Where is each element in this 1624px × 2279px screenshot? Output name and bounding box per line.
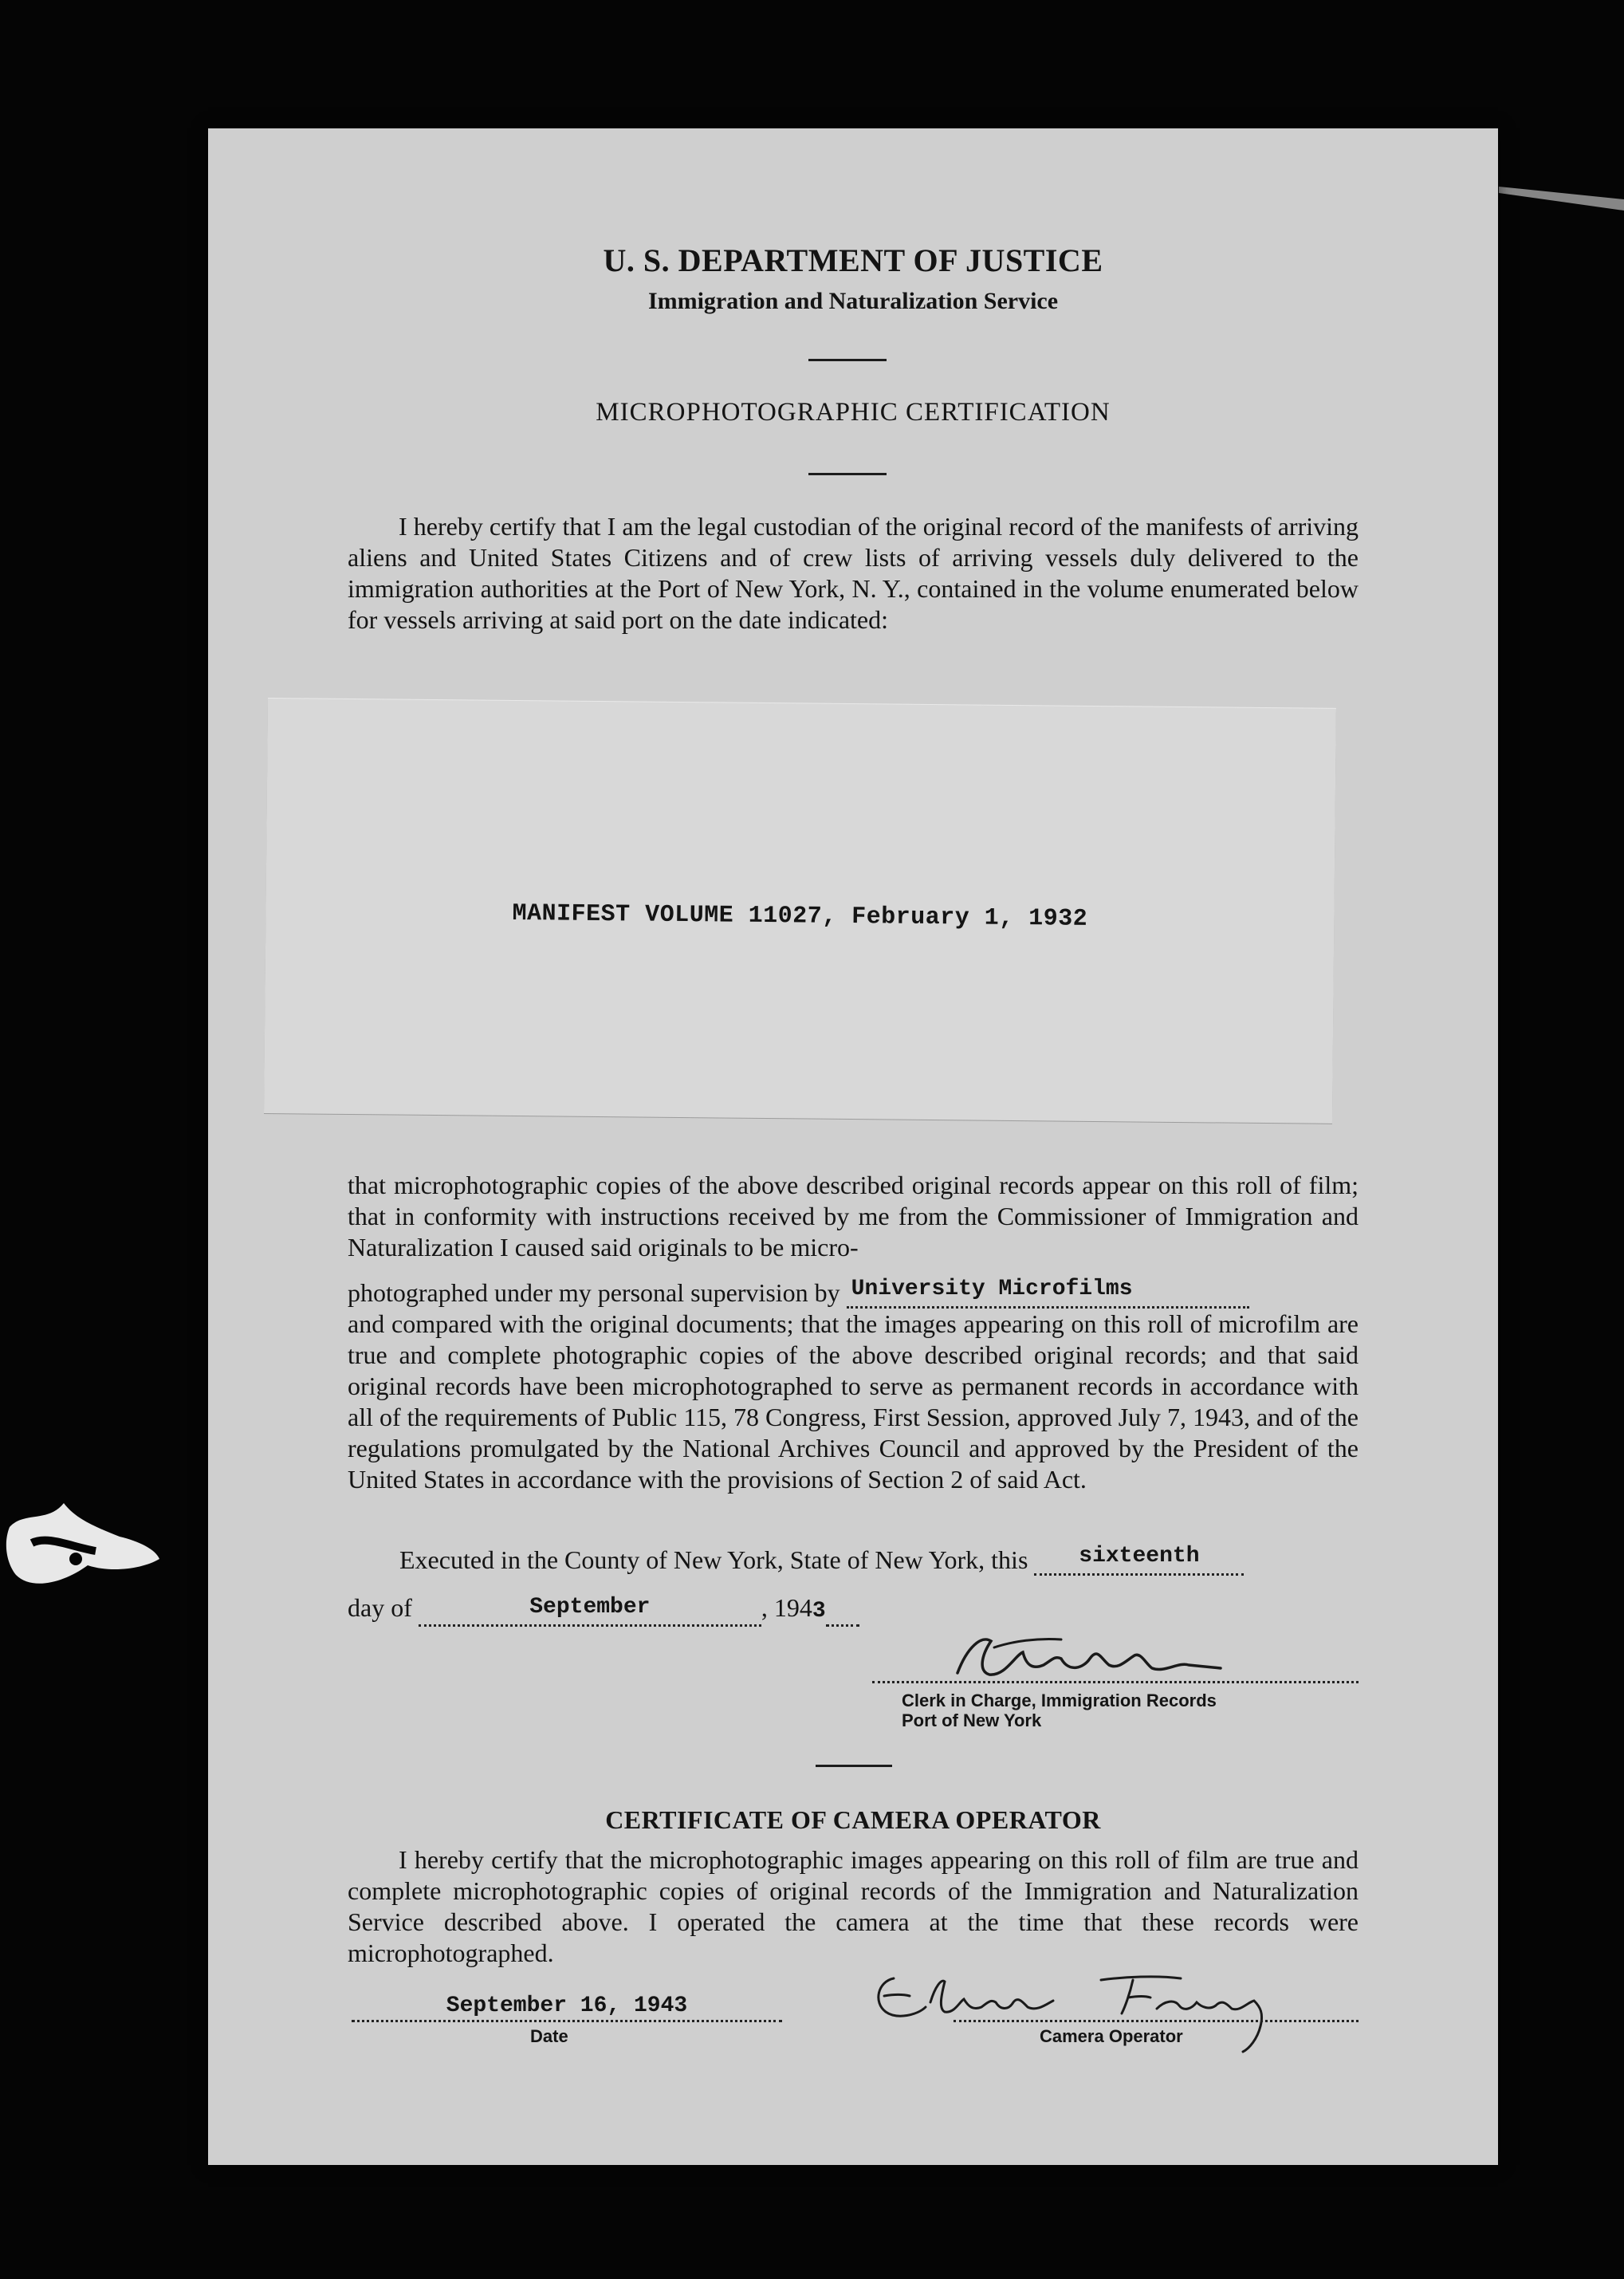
date-line <box>348 1592 859 1627</box>
executed-prefix: Executed in the County of New York, State of New York, this <box>399 1545 1028 1574</box>
date-label: Date <box>530 2026 568 2046</box>
supervisor-field <box>847 1279 1249 1309</box>
camera-operator-title: CERTIFICATE OF CAMERA OPERATOR <box>605 1805 1101 1834</box>
day-field <box>1034 1546 1244 1576</box>
body-paragraph-rest <box>348 1309 1359 1495</box>
film-artifact <box>0 1479 167 1599</box>
camera-operator-label: Camera Operator <box>1040 2026 1183 2046</box>
intro-text: I hereby certify that I am the legal custodian of the original record of the manifests of arriving aliens and United States Citizens and of crew lists of arriving vessels duly delivered to the immigration authorities at the Port of New York, N. Y., contained in the volume enumerated below for vessels arriving at said port on the date indicated: <box>348 512 1359 634</box>
day-value: sixteenth <box>1079 1544 1200 1569</box>
supervision-prefix: photographed under my personal supervision by <box>348 1278 840 1307</box>
body-paragraph-start <box>348 1170 1359 1263</box>
service-subheading: Immigration and Naturalization Service <box>647 288 1059 314</box>
clerk-signature-line <box>872 1654 1359 1683</box>
supervisor-value: University Microfilms <box>851 1277 1133 1301</box>
certificate-page <box>208 128 1498 2165</box>
divider <box>808 473 887 475</box>
department-heading: U. S. DEPARTMENT OF JUSTICE <box>603 242 1103 278</box>
day-of-label: day of <box>348 1593 412 1622</box>
camera-operator-signature-line <box>954 1993 1359 2022</box>
clerk-title-line1: Clerk in Charge, Immigration Records <box>902 1691 1217 1710</box>
month-field <box>419 1597 761 1627</box>
certification-title: MICROPHOTOGRAPHIC CERTIFICATION <box>596 398 1111 427</box>
year-digit: 3 <box>812 1599 826 1624</box>
camera-paragraph <box>348 1844 1359 1969</box>
divider <box>816 1765 892 1767</box>
clerk-title-line2: Port of New York <box>902 1710 1042 1730</box>
film-edge-artifact <box>1499 175 1624 223</box>
year-trailing-dots <box>826 1597 859 1627</box>
camera-date-field <box>352 1993 782 2022</box>
year-prefix: , 194 <box>761 1593 812 1622</box>
manifest-volume-label: MANIFEST VOLUME 11027, February 1, 1932 <box>512 899 1088 933</box>
manifest-insert-card <box>264 699 1336 1124</box>
camera-date-value: September 16, 1943 <box>446 1994 688 2018</box>
executed-line <box>399 1545 1244 1576</box>
intro-paragraph <box>348 511 1359 636</box>
supervision-line <box>348 1277 1249 1309</box>
month-value: September <box>529 1595 651 1620</box>
body-text-start: that microphotographic copies of the above described original records appear on this roll of film; that in conformity with instructions received by me from the Commissioner of Immigration and Naturalization I caused said originals to be micro- <box>348 1171 1359 1262</box>
body-text-rest: and compared with the original documents; that the images appearing on this roll of microfilm are true and complete photographic copies of the above described original records; and that said original records have been microphotographed to serve as permanent records in accordance with all of the requirements of Public 115, 78 Congress, First Session, approved July 7, 1943, and of the regulations promulgated by the National Archives Council and approved by the President of the United States in accordance with the provisions of Section 2 of said Act. <box>348 1309 1359 1494</box>
camera-text: I hereby certify that the microphotographic images appearing on this roll of film are true and complete microphotographic copies of original records of the Immigration and Naturalization Service described above. I operated the camera at the time that these records were microphotographed. <box>348 1845 1359 1967</box>
divider <box>808 359 887 361</box>
